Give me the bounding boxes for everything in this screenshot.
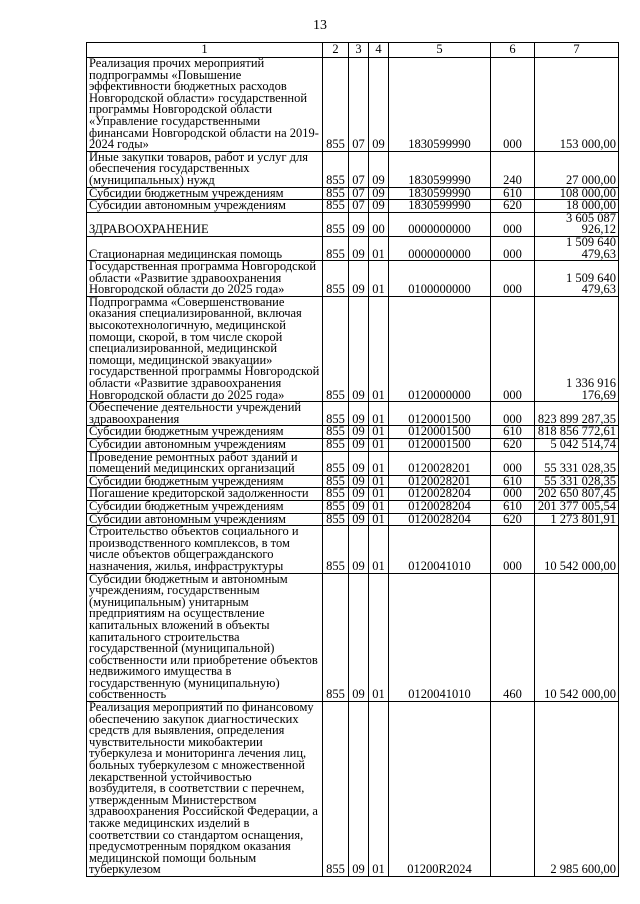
table-row (87, 200, 619, 213)
table-row (87, 402, 619, 426)
row-expense-type-cell: 610 (491, 500, 535, 513)
row-subsection-cell: 09 (369, 200, 389, 213)
row-name-cell: Государственная программа Новгородской области «Развитие здравоохранения Новгородской области до 2025 года» (87, 261, 323, 297)
row-subsection-cell: 01 (369, 451, 389, 475)
row-target-article-cell: 1830599990 (389, 200, 491, 213)
row-expense-type-cell: 000 (491, 488, 535, 501)
row-target-article-cell: 0120001500 (389, 402, 491, 426)
row-admin-code-cell: 855 (323, 212, 349, 236)
row-expense-type-cell: 610 (491, 187, 535, 200)
row-expense-type-cell: 000 (491, 451, 535, 475)
header-col-2: 2 (323, 43, 349, 58)
row-admin-code-cell: 855 (323, 702, 349, 877)
table-row (87, 58, 619, 152)
row-amount-cell: 153 000,00 (535, 58, 619, 152)
row-name-cell: Субсидии автономным учреждениям (87, 200, 323, 213)
row-section-cell: 09 (349, 439, 369, 452)
header-col-5: 5 (389, 43, 491, 58)
header-col-3: 3 (349, 43, 369, 58)
row-expense-type-cell: 000 (491, 402, 535, 426)
row-admin-code-cell: 855 (323, 526, 349, 573)
row-expense-type-cell: 000 (491, 236, 535, 260)
header-col-1: 1 (87, 43, 323, 58)
row-expense-type-cell: 000 (491, 261, 535, 297)
row-amount-cell: 5 042 514,74 (535, 439, 619, 452)
row-admin-code-cell: 855 (323, 261, 349, 297)
row-section-cell: 07 (349, 200, 369, 213)
row-section-cell: 09 (349, 451, 369, 475)
row-section-cell: 09 (349, 475, 369, 488)
row-amount-cell: 3 605 087 926,12 (535, 212, 619, 236)
row-target-article-cell: 0120001500 (389, 426, 491, 439)
row-subsection-cell: 00 (369, 212, 389, 236)
row-name-cell: Субсидии бюджетным учреждениям (87, 187, 323, 200)
row-target-article-cell: 01200R2024 (389, 702, 491, 877)
row-name-cell: Реализация прочих мероприятий подпрограммы «Повышение эффективности бюджетных расходов Новгородской области» государственной программы Новгородской области «Управление государственными финансами Новгородской области на 2019-2024 годы» (87, 58, 323, 152)
row-expense-type-cell: 620 (491, 513, 535, 526)
row-subsection-cell: 01 (369, 236, 389, 260)
header-col-6: 6 (491, 43, 535, 58)
row-amount-cell: 55 331 028,35 (535, 451, 619, 475)
row-name-cell: Субсидии бюджетным учреждениям (87, 500, 323, 513)
row-admin-code-cell: 855 (323, 439, 349, 452)
row-amount-cell: 823 899 287,35 (535, 402, 619, 426)
row-amount-cell: 10 542 000,00 (535, 526, 619, 573)
row-subsection-cell: 01 (369, 500, 389, 513)
row-target-article-cell: 0120028204 (389, 500, 491, 513)
row-section-cell: 09 (349, 573, 369, 702)
row-subsection-cell: 01 (369, 488, 389, 501)
page-number: 13 (313, 18, 327, 33)
row-section-cell: 09 (349, 702, 369, 877)
row-target-article-cell: 0120000000 (389, 296, 491, 401)
row-amount-cell: 1 336 916 176,69 (535, 296, 619, 401)
row-admin-code-cell: 855 (323, 451, 349, 475)
row-target-article-cell: 0120028201 (389, 451, 491, 475)
row-amount-cell: 818 856 772,61 (535, 426, 619, 439)
row-subsection-cell: 09 (369, 58, 389, 152)
row-expense-type-cell: 000 (491, 212, 535, 236)
row-subsection-cell: 01 (369, 526, 389, 573)
row-section-cell: 09 (349, 236, 369, 260)
row-amount-cell: 18 000,00 (535, 200, 619, 213)
row-amount-cell: 202 650 807,45 (535, 488, 619, 501)
row-target-article-cell: 0000000000 (389, 236, 491, 260)
row-expense-type-cell: 000 (491, 526, 535, 573)
table-row (87, 296, 619, 401)
row-subsection-cell: 01 (369, 573, 389, 702)
row-expense-type-cell: 000 (491, 296, 535, 401)
row-target-article-cell: 0120028204 (389, 488, 491, 501)
row-target-article-cell: 1830599990 (389, 187, 491, 200)
row-expense-type-cell (491, 702, 535, 877)
row-section-cell: 07 (349, 187, 369, 200)
row-name-cell: Стационарная медицинская помощь (87, 236, 323, 260)
row-target-article-cell: 1830599990 (389, 151, 491, 187)
row-amount-cell: 1 509 640 479,63 (535, 261, 619, 297)
row-amount-cell: 108 000,00 (535, 187, 619, 200)
row-subsection-cell: 01 (369, 439, 389, 452)
row-section-cell: 09 (349, 261, 369, 297)
row-name-cell: Строительство объектов социального и производственного комплексов, в том числе объектов общегражданского назначения, жилья, инфраструктуры (87, 526, 323, 573)
row-name-cell: Проведение ремонтных работ зданий и помещений медицинских организаций (87, 451, 323, 475)
row-section-cell: 09 (349, 488, 369, 501)
row-target-article-cell: 0120028204 (389, 513, 491, 526)
row-name-cell: Подпрограмма «Совершенствование оказания специализированной, включая высокотехнологичную, медицинской помощи, скорой, в том числе скорой специализированной, медицинской помощи, медицинской эвакуации» государственной программы Новгородской области «Развитие здравоохранения Новгородской области до 2025 года» (87, 296, 323, 401)
row-subsection-cell: 01 (369, 296, 389, 401)
row-amount-cell: 55 331 028,35 (535, 475, 619, 488)
row-expense-type-cell: 620 (491, 439, 535, 452)
row-admin-code-cell: 855 (323, 187, 349, 200)
row-amount-cell: 27 000,00 (535, 151, 619, 187)
row-target-article-cell: 0120041010 (389, 526, 491, 573)
row-expense-type-cell: 460 (491, 573, 535, 702)
table-row (87, 702, 619, 877)
table-row (87, 151, 619, 187)
row-subsection-cell: 01 (369, 402, 389, 426)
row-subsection-cell: 01 (369, 426, 389, 439)
row-expense-type-cell: 000 (491, 58, 535, 152)
table-row (87, 526, 619, 573)
row-expense-type-cell: 610 (491, 426, 535, 439)
row-admin-code-cell: 855 (323, 500, 349, 513)
row-subsection-cell: 01 (369, 261, 389, 297)
table-row (87, 573, 619, 702)
row-amount-cell: 1 273 801,91 (535, 513, 619, 526)
row-admin-code-cell: 855 (323, 58, 349, 152)
row-target-article-cell: 0100000000 (389, 261, 491, 297)
row-name-cell: Субсидии автономным учреждениям (87, 513, 323, 526)
row-target-article-cell: 0120001500 (389, 439, 491, 452)
row-amount-cell: 1 509 640 479,63 (535, 236, 619, 260)
table-row (87, 261, 619, 297)
row-admin-code-cell: 855 (323, 296, 349, 401)
header-col-4: 4 (369, 43, 389, 58)
row-section-cell: 07 (349, 151, 369, 187)
row-amount-cell: 2 985 600,00 (535, 702, 619, 877)
row-name-cell: Субсидии бюджетным учреждениям (87, 426, 323, 439)
row-section-cell: 09 (349, 402, 369, 426)
row-name-cell: Субсидии бюджетным учреждениям (87, 475, 323, 488)
row-admin-code-cell: 855 (323, 236, 349, 260)
row-name-cell: Обеспечение деятельности учреждений здравоохранения (87, 402, 323, 426)
budget-table (86, 42, 619, 877)
row-admin-code-cell: 855 (323, 200, 349, 213)
row-amount-cell: 10 542 000,00 (535, 573, 619, 702)
row-section-cell: 09 (349, 526, 369, 573)
header-col-7: 7 (535, 43, 619, 58)
row-name-cell: Субсидии автономным учреждениям (87, 439, 323, 452)
row-name-cell: Реализация мероприятий по финансовому обеспечению закупок диагностических средств для выявления, определения чувствительности микобактерии туберкулеза и мониторинга лечения лиц, больных туберкулезом с множественной лекарственной устойчивостью возбудителя, в соответствии с перечнем, утвержденным Министерством здравоохранения Российской Федерации, а также медицинских изделий в соответствии со стандартом оснащения, предусмотренным порядком оказания медицинской помощи больным туберкулезом (87, 702, 323, 877)
row-name-cell: Погашение кредиторской задолженности (87, 488, 323, 501)
row-target-article-cell: 1830599990 (389, 58, 491, 152)
row-subsection-cell: 01 (369, 702, 389, 877)
row-section-cell: 09 (349, 426, 369, 439)
row-admin-code-cell: 855 (323, 402, 349, 426)
row-expense-type-cell: 240 (491, 151, 535, 187)
row-section-cell: 07 (349, 58, 369, 152)
row-subsection-cell: 01 (369, 475, 389, 488)
table-row (87, 236, 619, 260)
row-section-cell: 09 (349, 296, 369, 401)
row-section-cell: 09 (349, 500, 369, 513)
row-admin-code-cell: 855 (323, 573, 349, 702)
row-target-article-cell: 0120028201 (389, 475, 491, 488)
row-target-article-cell: 0000000000 (389, 212, 491, 236)
row-name-cell: ЗДРАВООХРАНЕНИЕ (87, 212, 323, 236)
row-admin-code-cell: 855 (323, 475, 349, 488)
row-subsection-cell: 09 (369, 187, 389, 200)
row-name-cell: Иные закупки товаров, работ и услуг для обеспечения государственных (муниципальных) нужд (87, 151, 323, 187)
row-expense-type-cell: 610 (491, 475, 535, 488)
row-admin-code-cell: 855 (323, 151, 349, 187)
row-subsection-cell: 01 (369, 513, 389, 526)
row-expense-type-cell: 620 (491, 200, 535, 213)
table-row (87, 212, 619, 236)
row-section-cell: 09 (349, 212, 369, 236)
row-admin-code-cell: 855 (323, 426, 349, 439)
row-name-cell: Субсидии бюджетным и автономным учреждениям, государственным (муниципальным) унитарным предприятиям на осуществление капитальных вложений в объекты капитального строительства государственной (муниципальной) собственности или приобретение объектов недвижимого имущества в государственную (муниципальную) собственность (87, 573, 323, 702)
row-section-cell: 09 (349, 513, 369, 526)
row-amount-cell: 201 377 005,54 (535, 500, 619, 513)
row-target-article-cell: 0120041010 (389, 573, 491, 702)
row-admin-code-cell: 855 (323, 513, 349, 526)
table-row (87, 451, 619, 475)
row-admin-code-cell: 855 (323, 488, 349, 501)
row-subsection-cell: 09 (369, 151, 389, 187)
